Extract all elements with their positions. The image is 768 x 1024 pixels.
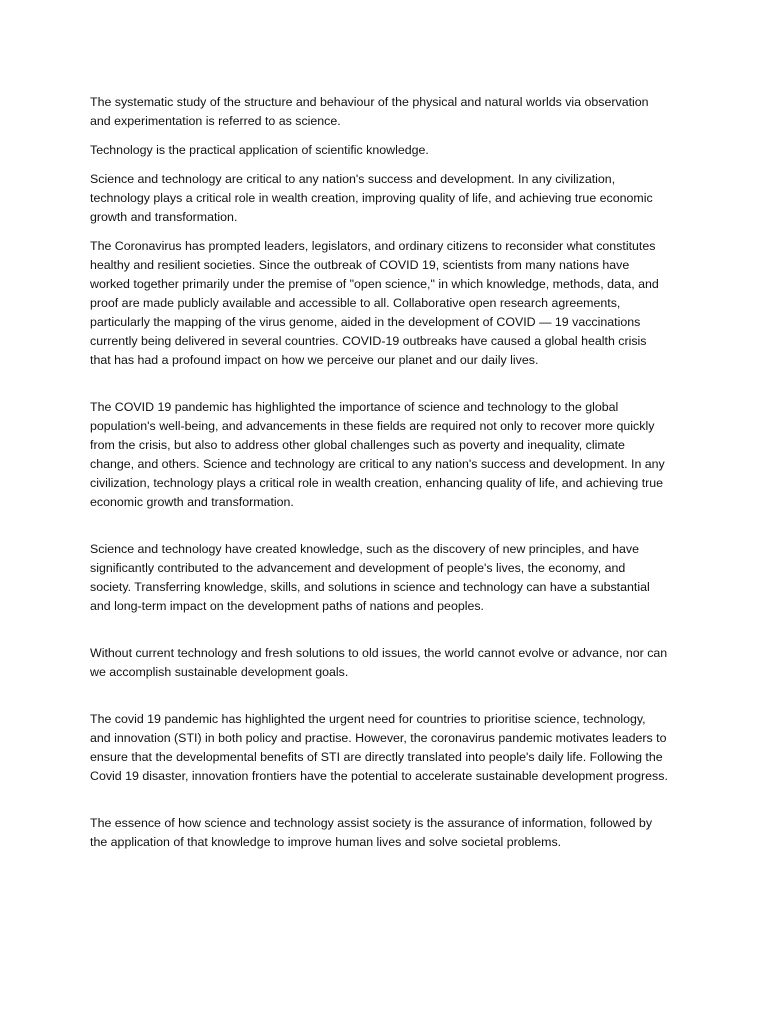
paragraph-essence: The essence of how science and technology assist society is the assurance of information, followed by the application of that knowledge to improve human lives and solve societal problems.	[90, 816, 653, 849]
paragraph-technology-definition: Technology is the practical application of scientific knowledge.	[90, 143, 429, 157]
paragraph-covid-importance: The COVID 19 pandemic has highlighted the importance of science and technology to the global population's well-being, and advancements in these fields are required not only to recover more quickly from the crisis, but also to address other global challenges such as poverty and inequality, climate change, and others. Science and technology are critical to any nation's success and development. In any civilization, technology plays a critical role in wealth creation, enhancing quality of life, and achieving true economic growth and transformation.	[90, 400, 665, 509]
paragraph-coronavirus-open-science: The Coronavirus has prompted leaders, legislators, and ordinary citizens to reconsider what constitutes healthy and resilient societies. Since the outbreak of COVID 19, scientists from many nations have worked together primarily under the premise of "open science," in which knowledge, methods, data, and proof are made publicly available and accessible to all. Collaborative open research agreements, particularly the mapping of the virus genome, aided in the development of COVID — 19 vaccinations currently being delivered in several countries. COVID-19 outbreaks have caused a global health crisis that has had a profound impact on how we perceive our planet and our daily lives.	[90, 239, 659, 367]
document-page	[90, 93, 668, 862]
paragraph-nation-success: Science and technology are critical to any nation's success and development. In any civilization, technology plays a critical role in wealth creation, improving quality of life, and achieving true economic growth and transformation.	[90, 172, 653, 224]
paragraph-knowledge-creation: Science and technology have created knowledge, such as the discovery of new principles, and have significantly contributed to the advancement and development of people's lives, the economy, and society. Transferring knowledge, skills, and solutions in science and technology can have a substantial and long-term impact on the development paths of nations and peoples.	[90, 542, 650, 613]
paragraph-sustainable-goals: Without current technology and fresh solutions to old issues, the world cannot evolve or advance, nor can we accomplish sustainable development goals.	[90, 646, 668, 679]
paragraph-sti-priority: The covid 19 pandemic has highlighted the urgent need for countries to prioritise science, technology, and innovation (STI) in both policy and practise. However, the coronavirus pandemic motivates leaders to ensure that the developmental benefits of STI are directly translated into people's daily life. Following the Covid 19 disaster, innovation frontiers have the potential to accelerate sustainable development progress.	[90, 712, 668, 783]
paragraph-science-definition: The systematic study of the structure and behaviour of the physical and natural worlds via observation and experimentation is referred to as science.	[90, 95, 649, 128]
